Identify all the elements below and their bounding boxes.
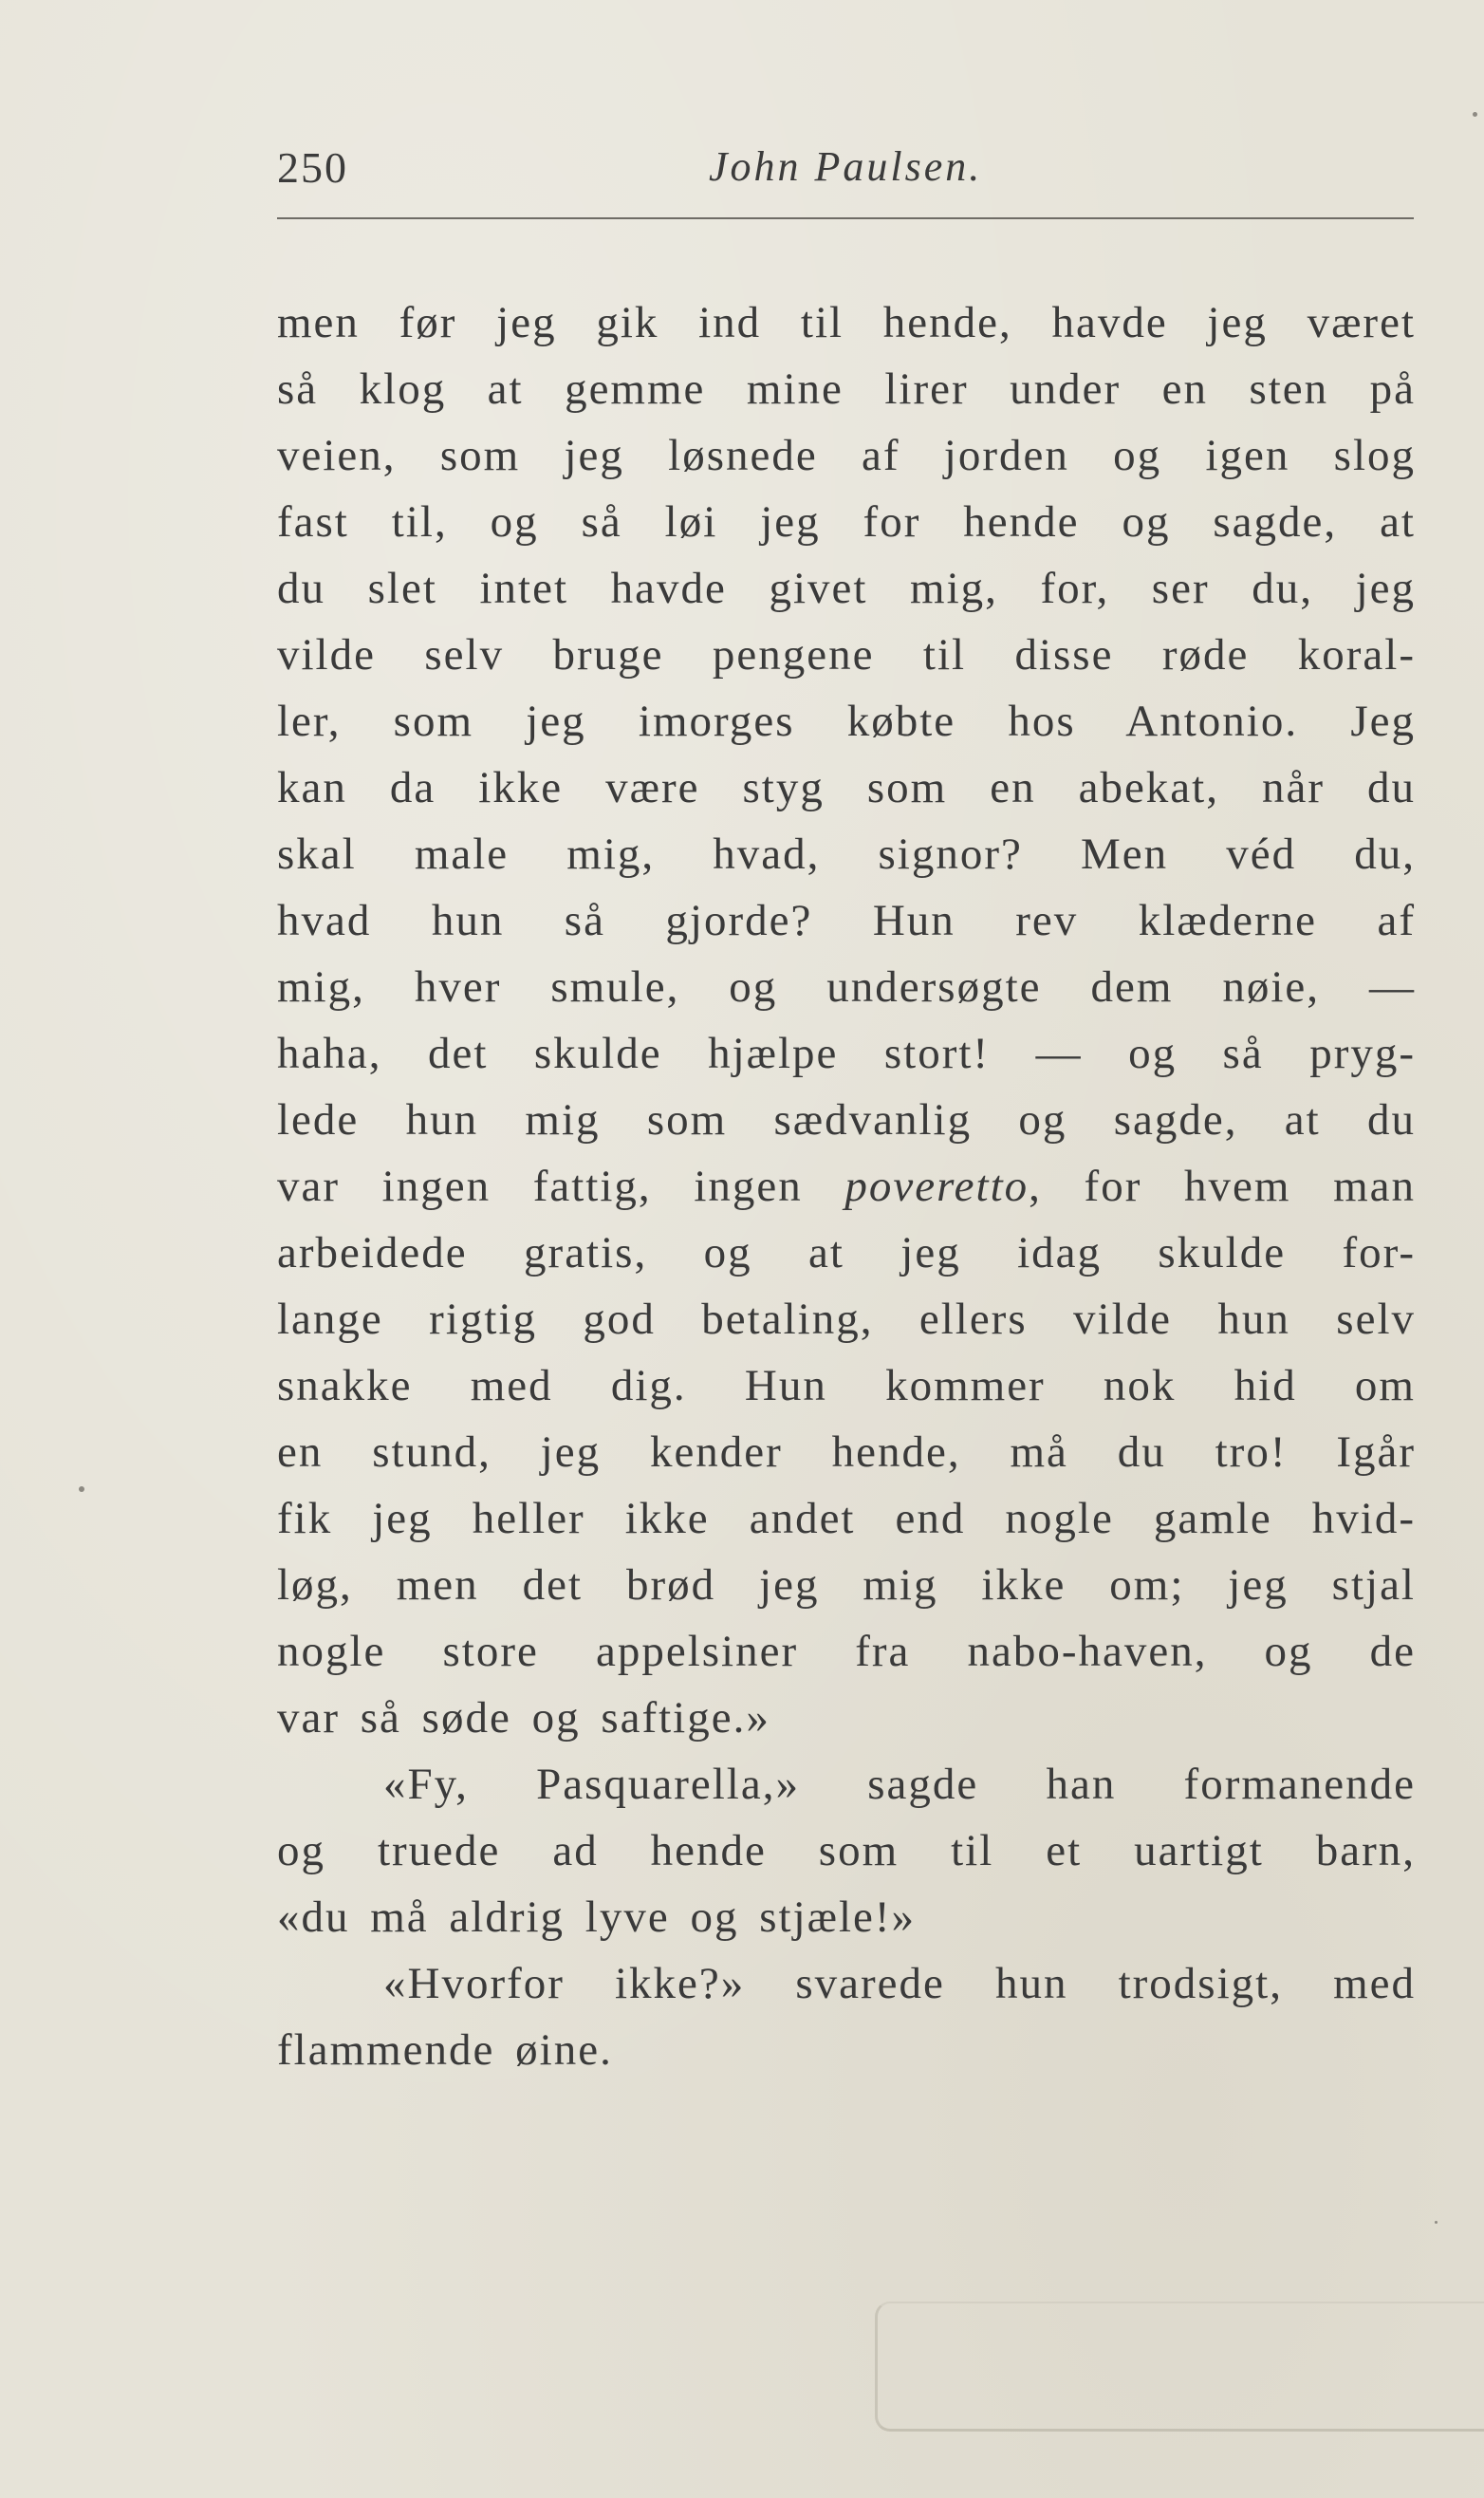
text-line: lede hun mig som sædvanlig og sagde, at du xyxy=(277,1095,1416,1145)
page-number: 250 xyxy=(277,143,348,192)
text-line: og truede ad hende som til et uartigt barn, xyxy=(277,1826,1416,1875)
text-line: en stund, jeg kender hende, må du tro! Igår xyxy=(277,1427,1416,1477)
text-line: løg, men det brød jeg mig ikke om; jeg stjal xyxy=(277,1560,1416,1610)
page-corner-frame xyxy=(875,2302,1484,2432)
text-line: hvad hun så gjorde? Hun rev klæderne af xyxy=(277,896,1416,945)
text-line: flammende øine. xyxy=(277,2025,613,2075)
paper-speck xyxy=(79,1486,84,1492)
text-line: lange rigtig god betaling, ellers vilde hun selv xyxy=(277,1295,1416,1344)
text-line: fik jeg heller ikke andet end nogle gamle hvid- xyxy=(277,1494,1416,1543)
text-line: kan da ikke være styg som en abekat, når du xyxy=(277,763,1416,812)
page-header xyxy=(277,142,1416,209)
text-line: nogle store appelsiner fra nabo-haven, og de xyxy=(277,1627,1416,1676)
text-line: fast til, og så løi jeg for hende og sagde, at xyxy=(277,497,1416,547)
text-line: så klog at gemme mine lirer under en sten på xyxy=(277,364,1416,414)
paper-speck xyxy=(1435,2221,1438,2224)
text-line: haha, det skulde hjælpe stort! — og så pryg- xyxy=(277,1029,1416,1078)
running-head: John Paulsen. xyxy=(709,143,983,190)
text-line: «du må aldrig lyve og stjæle!» xyxy=(277,1892,917,1942)
text-line: «Fy, Pasquarella,» sagde han formanende xyxy=(383,1760,1416,1809)
body-text xyxy=(277,289,1416,2083)
text-line: vilde selv bruge pengene til disse røde koral- xyxy=(277,630,1416,680)
text-segment: , for hvem man xyxy=(1029,1162,1417,1211)
text-line: men før jeg gik ind til hende, havde jeg været xyxy=(277,298,1416,347)
text-line: ler, som jeg imorges købte hos Antonio. Jeg xyxy=(277,697,1416,746)
text-segment: var ingen fattig, ingen xyxy=(277,1162,845,1211)
text-line: var så søde og saftige.» xyxy=(277,1693,770,1743)
text-line: mig, hver smule, og undersøgte dem nøie, — xyxy=(277,962,1416,1012)
paper-speck xyxy=(1473,112,1477,117)
text-line: du slet intet havde givet mig, for, ser du, jeg xyxy=(277,564,1416,613)
italic-word: poveretto xyxy=(844,1162,1030,1211)
text-line: «Hvorfor ikke?» svarede hun trodsigt, med xyxy=(383,1959,1416,2008)
text-line: veien, som jeg løsnede af jorden og igen slog xyxy=(277,431,1416,480)
text-line: snakke med dig. Hun kommer nok hid om xyxy=(277,1361,1416,1410)
header-rule xyxy=(277,217,1414,219)
text-line: arbeidede gratis, og at jeg idag skulde for- xyxy=(277,1228,1416,1277)
text-line: skal male mig, hvad, signor? Men véd du, xyxy=(277,830,1416,879)
text-line xyxy=(277,1153,1416,1220)
